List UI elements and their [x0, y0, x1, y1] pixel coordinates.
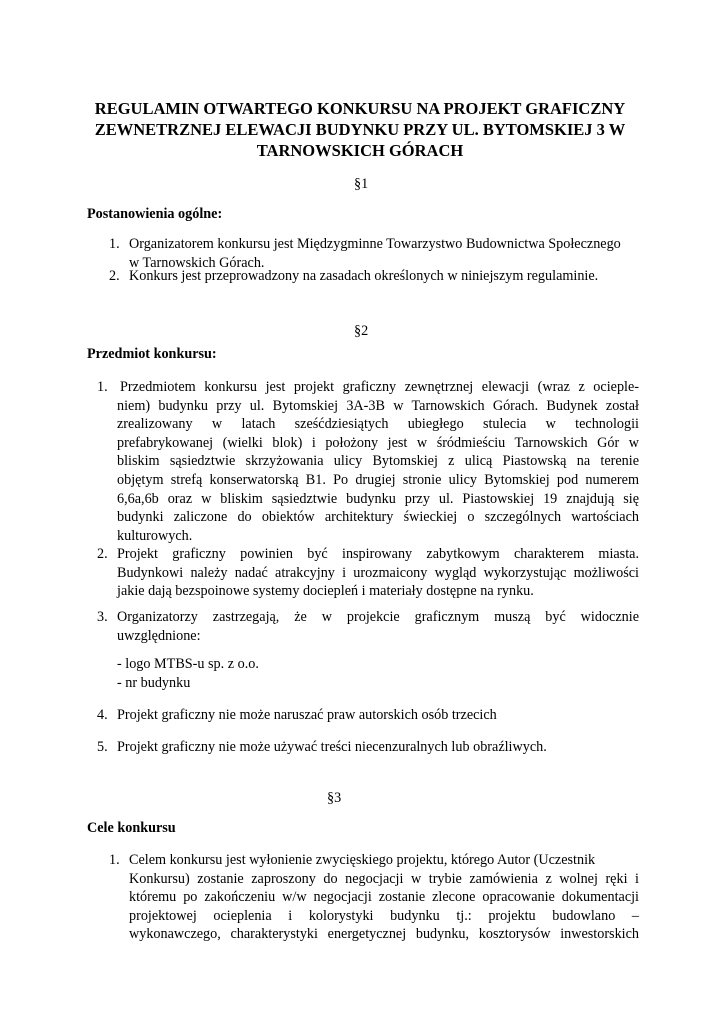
- item-line: kulturowych.: [117, 527, 193, 544]
- document-title: [70, 98, 650, 161]
- item-number: 3.: [97, 609, 108, 625]
- item-line: niem) budynku przy ul. Bytomskiej 3A-3B w Tarnowskich Górach. Budynek został: [117, 397, 639, 414]
- item-number: 1.: [109, 852, 120, 868]
- item-number: 4.: [97, 707, 108, 723]
- item-line: wykonawczego, charakterystyki energetycznej budynku, kosztorysów inwestorskich: [129, 926, 639, 943]
- title-line-3: TARNOWSKICH GÓRACH: [256, 141, 464, 160]
- item-line: bliskim sąsiedztwie skrzyżowania ulicy Bytomskiej z ulicą Piastowską na terenie: [117, 453, 639, 470]
- item-line: Organizatorem konkursu jest Międzygminne Towarzystwo Budownictwa Społecznego: [129, 236, 621, 252]
- item-line: Przedmiotem konkursu jest projekt graficzny zewnętrznej elewacji (wraz z ocieple-: [120, 379, 639, 395]
- item-line: któremu po zakończeniu w/w negocjacji zostanie zlecone opracowanie dokumentacji: [129, 889, 639, 906]
- item-line: prefabrykowanej (wielki blok) i położony jest w śródmieściu Tarnowskich Gór w: [117, 434, 639, 451]
- item-line: Projekt graficzny nie może używać treści niecenzuralnych lub obraźliwych.: [117, 739, 547, 755]
- item-line: Projekt graficzny nie może naruszać praw autorskich osób trzecich: [117, 707, 497, 723]
- item-number: 5.: [97, 739, 108, 755]
- sublist-item: - logo MTBS-u sp. z o.o.: [117, 656, 259, 672]
- item-line: Konkurs jest przeprowadzony na zasadach określonych w niniejszym regulaminie.: [129, 268, 599, 284]
- title-line-1: REGULAMIN OTWARTEGO KONKURSU NA PROJEKT GRAFICZNY: [94, 99, 626, 118]
- item-number: 1.: [97, 379, 108, 395]
- item-line: Celem konkursu jest wyłonienie zwycięskiego projektu, którego Autor (Uczestnik: [129, 852, 596, 868]
- item-line: zrealizowany w latach sześćdziesiątych ubiegłego stulecia w technologii: [117, 416, 639, 433]
- section-mark-2: §2: [354, 323, 369, 339]
- section-mark-3: §3: [327, 790, 342, 806]
- item-line: Budynkowi należy nadać atrakcyjny i urozmaicony wygląd wykorzystując możliwości: [117, 564, 639, 581]
- item-line: budynki zaliczone do obiektów architektury świeckiej o szczególnych wartościach: [117, 509, 639, 526]
- section-heading-3: Cele konkursu: [87, 820, 176, 836]
- item-line: uwzględnione:: [117, 627, 201, 644]
- sublist-item: - nr budynku: [117, 674, 191, 691]
- item-number: 2.: [109, 268, 120, 284]
- sublist: [117, 655, 259, 692]
- item-line: projektowej ocieplenia i kolorystyki budynku tj.: projektu budowlano –: [129, 907, 639, 924]
- item-line: objętym strefą konserwatorską B1. Po drugiej stronie ulicy Bytomskiej pod numerem: [117, 471, 639, 488]
- item-line: 6,6a,6b oraz w bliskim sąsiedztwie budynku przy ul. Piastowskiej 19 znajdują się: [117, 490, 639, 507]
- item-number: 2.: [97, 546, 108, 562]
- item-number: 1.: [109, 236, 120, 252]
- section-heading-2: Przedmiot konkursu:: [87, 346, 217, 362]
- item-line: Konkursu) zostanie zaproszony do negocjacji w trybie zamówienia z wolnej ręki i: [129, 870, 639, 887]
- item-line: Projekt graficzny powinien być inspirowany zabytkowym charakterem miasta.: [117, 546, 639, 562]
- item-line: Organizatorzy zastrzegają, że w projekcie graficznym muszą być widocznie: [117, 609, 639, 625]
- section-mark-1: §1: [354, 176, 369, 192]
- section-heading-1: Postanowienia ogólne:: [87, 206, 223, 222]
- item-line: jakie dają bezspoinowe systemy dociepleń i materiały dostępne na rynku.: [117, 583, 534, 600]
- item-line: w Tarnowskich Górach.: [129, 254, 265, 271]
- title-line-2: ZEWNETRZNEJ ELEWACJI BUDYNKU PRZY UL. BYTOMSKIEJ 3 W: [94, 120, 626, 139]
